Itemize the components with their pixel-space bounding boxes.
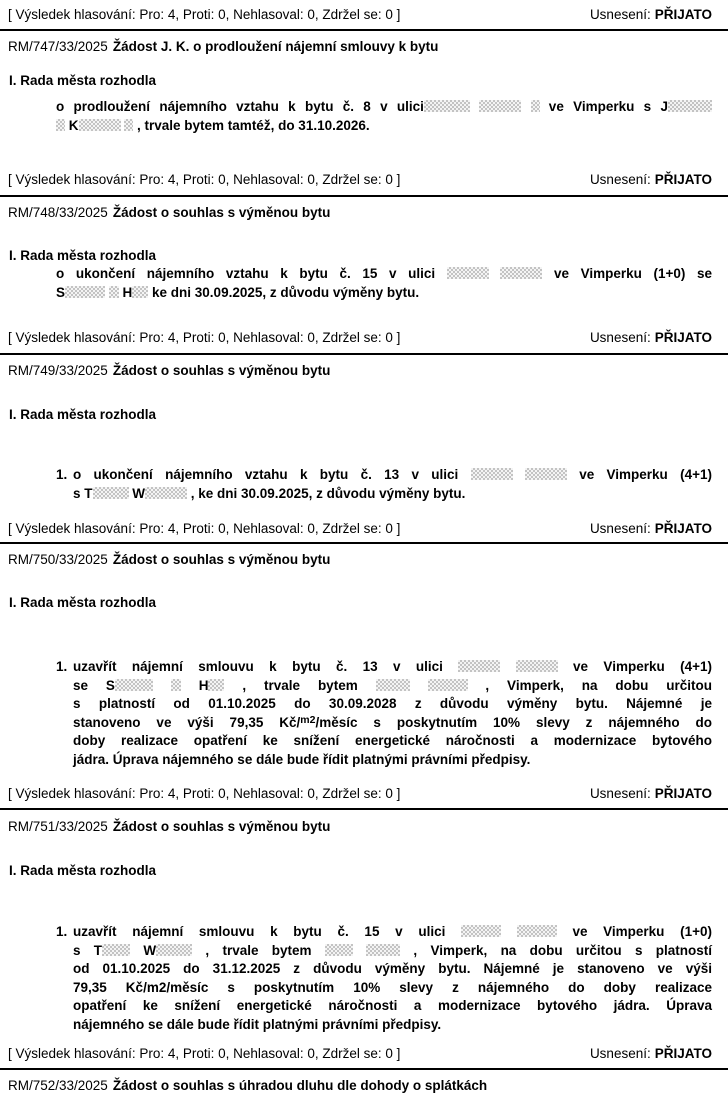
resolution-header <box>0 204 728 222</box>
body-line: S H ke dni 30.09.2025, z důvodu výměny bytu. <box>56 284 420 300</box>
divider <box>0 29 728 31</box>
redacted-text <box>171 679 181 691</box>
redacted-text <box>366 944 400 956</box>
body-line: s platností od 01.10.2025 do 30.09.2028 z důvodu výměny bytu. Nájemné je <box>73 696 712 711</box>
body-line: stanoveno ve výši 79,35 Kč/$^{m2}$/měsíc s poskytnutím 10% slevy z nájemného do <box>73 713 712 730</box>
redacted-text <box>531 100 540 112</box>
vote-result-line <box>0 1045 728 1063</box>
resolution-number: RM/747/33/2025 <box>8 39 108 54</box>
status-label: Usnesení: <box>589 521 651 536</box>
body-line: opatření ke snížení energetické náročnosti a modernizace bytového jádra. Úprava <box>73 998 712 1013</box>
resolution-header <box>0 551 728 569</box>
vote-tally: [ Výsledek hlasování: Pro: 4, Proti: 0, Nehlasoval: 0, Zdržel se: 0 ] <box>8 172 401 187</box>
body-line: K , trvale bytem tamtéž, do 31.10.2026. <box>56 117 712 136</box>
resolution-status <box>590 6 712 24</box>
status-label: Usnesení: <box>589 786 651 801</box>
resolution-title: Žádost o souhlas s výměnou bytu <box>112 363 331 378</box>
status-badge: PŘIJATO <box>654 330 712 345</box>
divider <box>0 353 728 355</box>
resolution-body <box>0 466 728 503</box>
body-line: jádra. Úprava nájemného se dále bude řídit platnými právními předpisy. <box>73 751 531 767</box>
status-badge: PŘIJATO <box>654 1046 712 1061</box>
resolution-header <box>0 38 728 56</box>
status-badge: PŘIJATO <box>654 521 712 536</box>
vote-tally: [ Výsledek hlasování: Pro: 4, Proti: 0, Nehlasoval: 0, Zdržel se: 0 ] <box>8 7 401 22</box>
section-heading: I. Rada města rozhodla <box>9 595 157 610</box>
redacted-text <box>517 925 557 937</box>
section-heading: I. Rada města rozhodla <box>9 407 157 422</box>
resolution-title: Žádost o souhlas s výměnou bytu <box>112 205 331 220</box>
section-heading: I. Rada města rozhodla <box>9 73 157 88</box>
redacted-text <box>458 660 500 672</box>
redacted-text <box>132 286 148 298</box>
resolution-title: Žádost o souhlas s úhradou dluhu dle dohody o splátkách <box>112 1078 488 1093</box>
resolution-status <box>590 1045 712 1063</box>
redacted-text <box>102 944 130 956</box>
redacted-text <box>65 286 105 298</box>
resolution-status <box>590 520 712 538</box>
redacted-text <box>124 119 133 131</box>
resolution-number: RM/750/33/2025 <box>8 552 108 567</box>
redacted-text <box>428 679 468 691</box>
resolution-number: RM/749/33/2025 <box>8 363 108 378</box>
status-label: Usnesení: <box>589 330 651 345</box>
resolution-header <box>0 818 728 836</box>
list-number: 1. <box>56 924 68 939</box>
redacted-text <box>376 679 410 691</box>
resolution-header <box>0 362 728 380</box>
vote-result-line <box>0 329 728 347</box>
redacted-text <box>471 468 513 480</box>
vote-tally: [ Výsledek hlasování: Pro: 4, Proti: 0, Nehlasoval: 0, Zdržel se: 0 ] <box>8 521 401 536</box>
body-line: o prodloužení nájemního vztahu k bytu č. 8 v ulici ve Vimperku s J <box>56 98 712 117</box>
vote-tally: [ Výsledek hlasování: Pro: 4, Proti: 0, Nehlasoval: 0, Zdržel se: 0 ] <box>8 786 401 801</box>
vote-tally: [ Výsledek hlasování: Pro: 4, Proti: 0, Nehlasoval: 0, Zdržel se: 0 ] <box>8 1046 401 1061</box>
redacted-text <box>668 100 712 112</box>
status-label: Usnesení: <box>589 172 651 187</box>
redacted-text <box>447 267 489 279</box>
resolution-number: RM/752/33/2025 <box>8 1078 108 1093</box>
section-heading: I. Rada města rozhodla <box>9 248 157 263</box>
resolution-number: RM/751/33/2025 <box>8 819 108 834</box>
vote-result-line <box>0 6 728 24</box>
redacted-text <box>208 679 224 691</box>
resolution-body <box>0 658 728 769</box>
body-line: nájemného se dále bude řídit platnými právními předpisy. <box>73 1016 442 1032</box>
vote-result-line <box>0 520 728 538</box>
redacted-text <box>156 944 192 956</box>
resolution-status <box>590 329 712 347</box>
divider <box>0 1068 728 1070</box>
redacted-text <box>93 487 129 499</box>
redacted-text <box>525 468 567 480</box>
body-line: o ukončení nájemního vztahu k bytu č. 13 v ulici ve Vimperku (4+1) <box>73 467 712 482</box>
resolution-status <box>590 785 712 803</box>
resolution-header <box>0 1077 728 1095</box>
vote-tally: [ Výsledek hlasování: Pro: 4, Proti: 0, Nehlasoval: 0, Zdržel se: 0 ] <box>8 330 401 345</box>
body-line: se S H , trvale bytem , Vimperk, na dobu určitou <box>73 677 713 693</box>
body-line: 79,35 Kč/m2/měsíc s poskytnutím 10% slevy z nájemného do doby realizace <box>73 979 712 995</box>
resolution-status <box>590 171 712 189</box>
body-line: uzavřít nájemní smlouvu k bytu č. 13 v ulici ve Vimperku (4+1) <box>73 659 712 674</box>
status-label: Usnesení: <box>589 7 651 22</box>
redacted-text <box>56 119 65 131</box>
redacted-text <box>500 267 542 279</box>
status-label: Usnesení: <box>589 1046 651 1061</box>
body-line: doby realizace opatření ke snížení energetické náročnosti a modernizace bytového <box>73 733 712 748</box>
body-line: od 01.10.2025 do 31.12.2025 z důvodu výměny bytu. Nájemné je stanoveno ve výši <box>73 961 712 976</box>
redacted-text <box>516 660 558 672</box>
section-heading: I. Rada města rozhodla <box>9 863 157 878</box>
body-line: s T W , ke dni 30.09.2025, z důvodu výměny bytu. <box>73 485 466 501</box>
list-number: 1. <box>56 467 68 482</box>
resolution-title: Žádost J. K. o prodloužení nájemní smlouvy k bytu <box>112 39 439 54</box>
resolution-body <box>0 923 728 1034</box>
divider <box>0 542 728 544</box>
redacted-text <box>461 925 501 937</box>
status-badge: PŘIJATO <box>654 7 712 22</box>
divider <box>0 808 728 810</box>
vote-result-line <box>0 785 728 803</box>
body-line: uzavřít nájemní smlouvu k bytu č. 15 v ulici ve Vimperku (1+0) <box>73 924 713 939</box>
body-line: s T W , trvale bytem , Vimperk, na dobu určitou s platností <box>73 942 712 958</box>
superscript-text: m2 <box>300 713 316 726</box>
redacted-text <box>79 119 121 131</box>
resolution-body <box>0 265 728 302</box>
status-badge: PŘIJATO <box>654 786 712 801</box>
resolution-number: RM/748/33/2025 <box>8 205 108 220</box>
redacted-text <box>115 679 153 691</box>
redacted-text <box>424 100 470 112</box>
vote-result-line <box>0 171 728 189</box>
resolution-title: Žádost o souhlas s výměnou bytu <box>112 552 331 567</box>
resolution-body <box>0 98 728 135</box>
redacted-text <box>325 944 353 956</box>
divider <box>0 195 728 197</box>
redacted-text <box>109 286 119 298</box>
body-line: o ukončení nájemního vztahu k bytu č. 15 v ulici ve Vimperku (1+0) se <box>56 266 712 281</box>
resolution-title: Žádost o souhlas s výměnou bytu <box>112 819 331 834</box>
redacted-text <box>145 487 187 499</box>
list-number: 1. <box>56 659 68 674</box>
status-badge: PŘIJATO <box>654 172 712 187</box>
redacted-text <box>479 100 521 112</box>
